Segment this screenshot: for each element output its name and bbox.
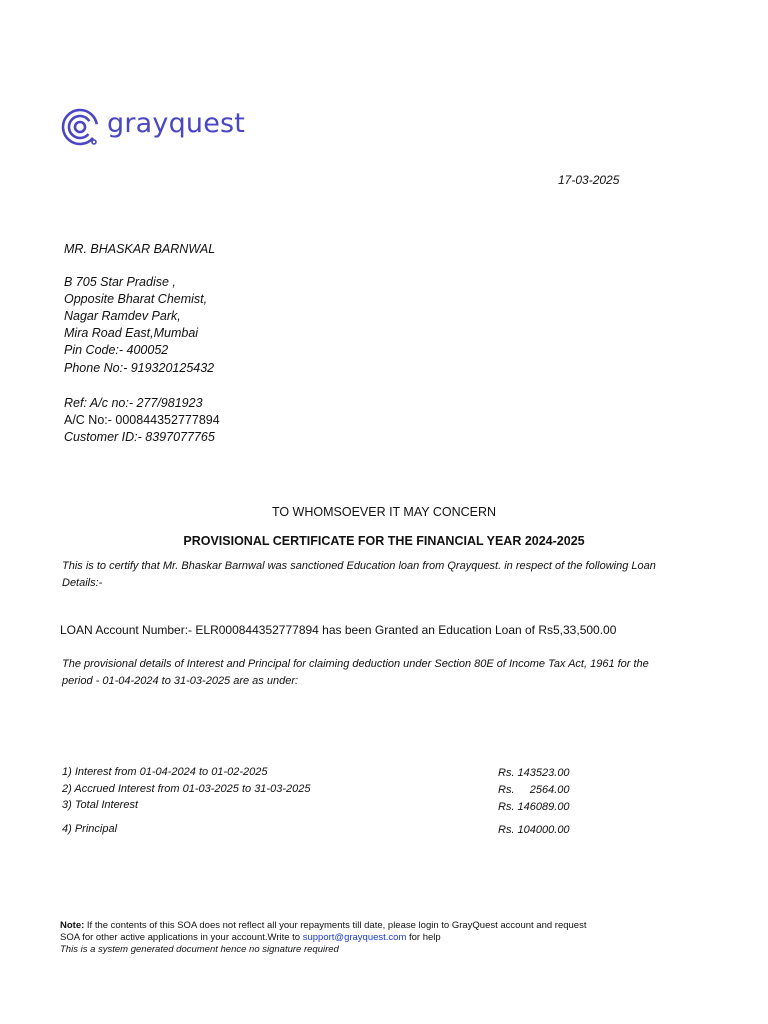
system-generated-notice: This is a system generated document hence no signature required [60, 944, 339, 955]
pin-code: Pin Code:- 400052 [64, 343, 169, 357]
reference-block [64, 395, 220, 446]
provisional-paragraph: The provisional details of Interest and Principal for claiming deduction under Section 80E of Income Tax Act, 1961 for the period - 01-04-2024 to 31-03-2025 are as under: [62, 658, 649, 687]
letter-date: 17-03-2025 [558, 173, 620, 187]
brand-logo [60, 103, 245, 151]
ac-number: A/C No:- 000844352777894 [64, 413, 220, 427]
address-line: Nagar Ramdev Park, [64, 309, 181, 323]
item-value: Rs. 143523.00 [498, 767, 570, 779]
phone-number: Phone No:- 919320125432 [64, 361, 215, 375]
recipient-address [64, 274, 214, 377]
certify-paragraph: This is to certify that Mr. Bhaskar Barnwal was sanctioned Education loan from Qrayquest. in respect of the following Loan Details:- [62, 560, 656, 589]
recipient-name: MR. BHASKAR BARNWAL [64, 242, 216, 256]
loan-account-line: LOAN Account Number:- ELR000844352777894 has been Granted an Education Loan of Rs5,33,500.00 [60, 623, 617, 637]
certificate-title: PROVISIONAL CERTIFICATE FOR THE FINANCIAL YEAR 2024-2025 [183, 534, 585, 548]
address-line: B 705 Star Pradise , [64, 275, 176, 289]
item-value: Rs. 146089.00 [498, 801, 570, 813]
item-label: 2) Accrued Interest from 01-03-2025 to 31-03-2025 [62, 783, 311, 795]
item-label: 4) Principal [62, 823, 118, 835]
note-text: for help [406, 932, 441, 943]
item-label: 1) Interest from 01-04-2024 to 01-02-2025 [62, 766, 268, 778]
item-value: Rs. 104000.00 [498, 824, 570, 836]
item-label: 3) Total Interest [62, 799, 139, 811]
ref-account: Ref: A/c no:- 277/981923 [64, 396, 203, 410]
note-text: SOA for other active applications in your account.Write to [60, 932, 303, 943]
brand-name: grayquest [107, 107, 246, 139]
address-line: Opposite Bharat Chemist, [64, 292, 208, 306]
customer-id: Customer ID:- 8397077765 [64, 430, 215, 444]
grayquest-logo-icon [60, 107, 100, 147]
item-value: Rs. 2564.00 [498, 784, 570, 796]
concern-heading: TO WHOMSOEVER IT MAY CONCERN [271, 505, 497, 519]
address-line: Mira Road East,Mumbai [64, 326, 199, 340]
note-text: If the contents of this SOA does not reflect all your repayments till date, please login to GrayQuest account and request [84, 920, 587, 931]
footer-note [60, 920, 586, 956]
support-email-link[interactable]: support@grayquest.com [302, 932, 407, 943]
note-label: Note: [60, 920, 85, 931]
